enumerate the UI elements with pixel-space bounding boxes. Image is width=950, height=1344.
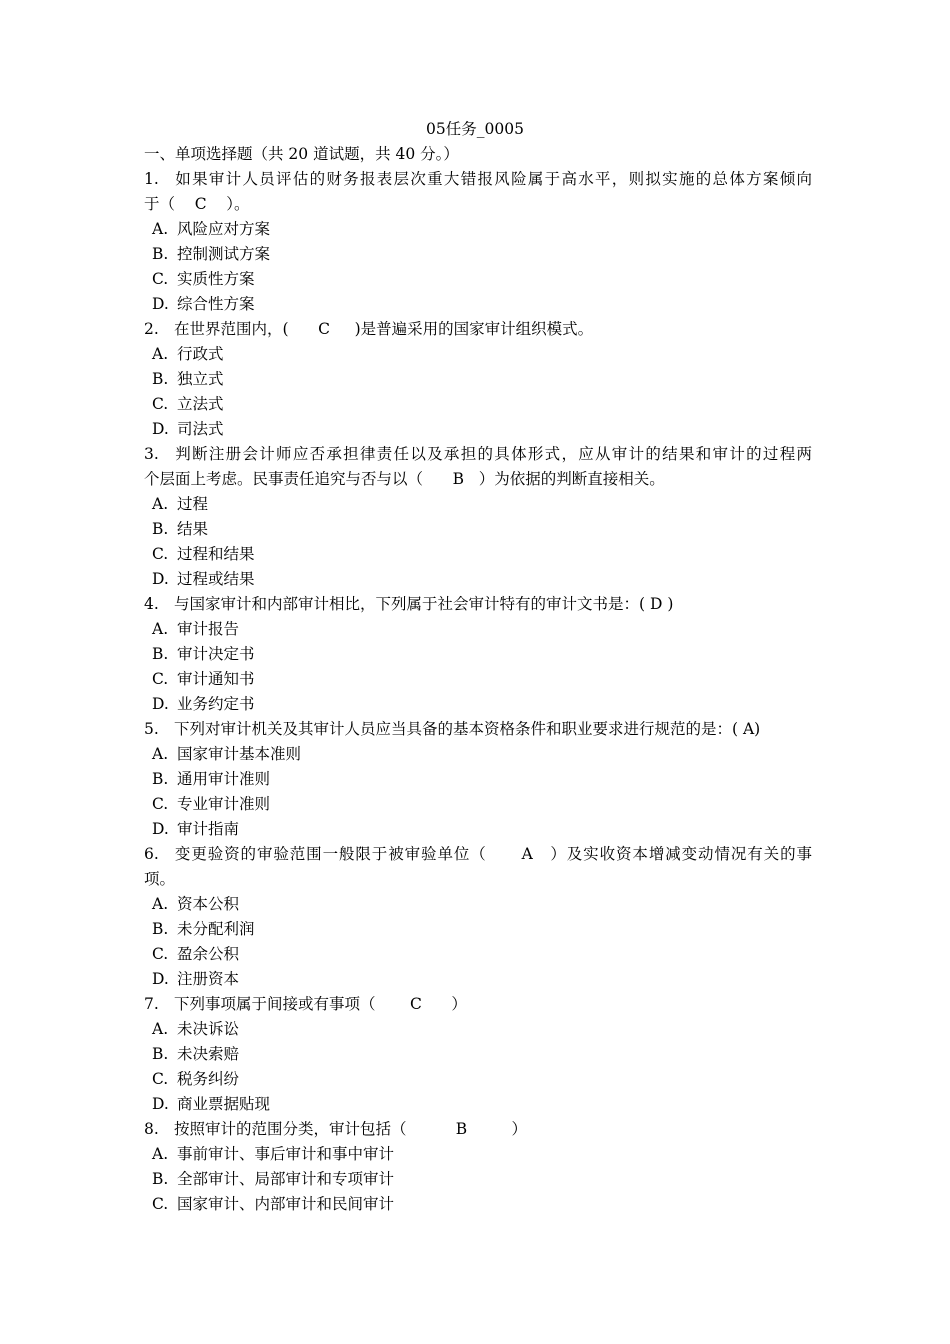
question-text: 于（ C ）。 xyxy=(144,195,250,213)
question-4 xyxy=(144,592,812,717)
option-text: 未决索赔 xyxy=(177,1045,240,1063)
question-text: 按照审计的范围分类，审计包括（ B ） xyxy=(174,1120,528,1138)
option-letter: B. xyxy=(152,770,169,788)
option-letter: A. xyxy=(152,1020,169,1038)
option-text: 独立式 xyxy=(177,370,224,388)
question-3 xyxy=(144,442,812,592)
option-text: 事前审计、事后审计和事中审计 xyxy=(177,1145,395,1163)
option-letter: A. xyxy=(152,745,169,763)
question-1 xyxy=(144,167,812,317)
option-item xyxy=(144,542,812,567)
option-item xyxy=(144,1167,812,1192)
question-stem xyxy=(144,717,812,742)
question-text: 判断注册会计师应否承担律责任以及承担的具体形式，应从审计的结果和审计的过程两 xyxy=(174,445,812,463)
question-number: 4. xyxy=(144,595,159,613)
option-letter: D. xyxy=(152,420,169,438)
question-number: 1. xyxy=(144,170,159,188)
option-letter: D. xyxy=(152,970,169,988)
option-item xyxy=(144,667,812,692)
question-stem xyxy=(144,442,812,467)
option-text: 未决诉讼 xyxy=(177,1020,240,1038)
section-heading: 一、单项选择题（共 20 道试题，共 40 分。） xyxy=(144,145,459,163)
option-item xyxy=(144,742,812,767)
option-text: 风险应对方案 xyxy=(177,220,271,238)
option-item xyxy=(144,217,812,242)
option-item xyxy=(144,517,812,542)
option-text: 行政式 xyxy=(177,345,224,363)
question-stem-continued xyxy=(144,867,812,892)
option-letter: A. xyxy=(152,620,169,638)
option-text: 注册资本 xyxy=(177,970,240,988)
question-5 xyxy=(144,717,812,842)
option-text: 国家审计基本准则 xyxy=(177,745,302,763)
option-letter: C. xyxy=(152,1195,169,1213)
option-item xyxy=(144,1017,812,1042)
option-item xyxy=(144,892,812,917)
question-number: 7. xyxy=(144,995,159,1013)
question-stem-continued xyxy=(144,467,812,492)
option-text: 审计决定书 xyxy=(177,645,255,663)
option-text: 审计报告 xyxy=(177,620,240,638)
option-text: 审计指南 xyxy=(177,820,240,838)
option-letter: A. xyxy=(152,895,169,913)
option-item xyxy=(144,1042,812,1067)
option-item xyxy=(144,1192,812,1217)
option-letter: B. xyxy=(152,645,169,663)
option-letter: C. xyxy=(152,945,169,963)
question-stem xyxy=(144,1117,812,1142)
option-item xyxy=(144,767,812,792)
question-stem xyxy=(144,592,812,617)
option-letter: C. xyxy=(152,395,169,413)
option-item xyxy=(144,367,812,392)
option-text: 控制测试方案 xyxy=(177,245,271,263)
option-text: 通用审计准则 xyxy=(177,770,271,788)
option-item xyxy=(144,642,812,667)
option-text: 过程 xyxy=(177,495,209,513)
option-letter: A. xyxy=(152,345,169,363)
question-number: 3. xyxy=(144,445,159,463)
option-letter: C. xyxy=(152,270,169,288)
question-stem xyxy=(144,167,812,192)
option-letter: C. xyxy=(152,545,169,563)
question-text: 项。 xyxy=(144,870,176,888)
question-number: 2. xyxy=(144,320,159,338)
option-text: 未分配利润 xyxy=(177,920,255,938)
option-text: 立法式 xyxy=(177,395,224,413)
option-letter: C. xyxy=(152,1070,169,1088)
option-item xyxy=(144,392,812,417)
option-letter: C. xyxy=(152,795,169,813)
question-text: 下列对审计机关及其审计人员应当具备的基本资格条件和职业要求进行规范的是：( A) xyxy=(174,720,761,738)
option-text: 全部审计、局部审计和专项审计 xyxy=(177,1170,395,1188)
option-item xyxy=(144,942,812,967)
option-letter: D. xyxy=(152,570,169,588)
option-item xyxy=(144,692,812,717)
option-text: 过程或结果 xyxy=(177,570,255,588)
question-text: 如果审计人员评估的财务报表层次重大错报风险属于高水平，则拟实施的总体方案倾向 xyxy=(174,170,812,188)
option-text: 资本公积 xyxy=(177,895,240,913)
question-number: 5. xyxy=(144,720,159,738)
option-text: 国家审计、内部审计和民间审计 xyxy=(177,1195,395,1213)
question-number: 6. xyxy=(144,845,159,863)
option-letter: C. xyxy=(152,670,169,688)
question-stem xyxy=(144,842,812,867)
option-item xyxy=(144,967,812,992)
question-text: 个层面上考虑。民事责任追究与否与以（ B ）为依据的判断直接相关。 xyxy=(144,470,665,488)
question-list xyxy=(144,167,812,1217)
option-letter: B. xyxy=(152,370,169,388)
option-letter: D. xyxy=(152,820,169,838)
option-item xyxy=(144,492,812,517)
option-letter: B. xyxy=(152,1045,169,1063)
option-item xyxy=(144,617,812,642)
option-letter: B. xyxy=(152,1170,169,1188)
option-text: 审计通知书 xyxy=(177,670,255,688)
option-item xyxy=(144,417,812,442)
question-text: 变更验资的审验范围一般限于被审验单位（ A ）及实收资本增减变动情况有关的事 xyxy=(174,845,812,863)
option-text: 业务约定书 xyxy=(177,695,255,713)
option-text: 结果 xyxy=(177,520,209,538)
question-number: 8. xyxy=(144,1120,159,1138)
question-text: 与国家审计和内部审计相比，下列属于社会审计特有的审计文书是：( D ) xyxy=(174,595,674,613)
option-letter: B. xyxy=(152,920,169,938)
option-text: 司法式 xyxy=(177,420,224,438)
option-letter: A. xyxy=(152,220,169,238)
option-item xyxy=(144,1067,812,1092)
option-item xyxy=(144,567,812,592)
option-item xyxy=(144,1092,812,1117)
option-item xyxy=(144,792,812,817)
option-item xyxy=(144,267,812,292)
question-6 xyxy=(144,842,812,992)
question-stem xyxy=(144,992,812,1017)
question-8 xyxy=(144,1117,812,1217)
option-item xyxy=(144,292,812,317)
question-7 xyxy=(144,992,812,1117)
question-2 xyxy=(144,317,812,442)
question-stem xyxy=(144,317,812,342)
option-text: 税务纠纷 xyxy=(177,1070,240,1088)
option-text: 综合性方案 xyxy=(177,295,255,313)
option-text: 实质性方案 xyxy=(177,270,255,288)
option-text: 过程和结果 xyxy=(177,545,255,563)
option-item xyxy=(144,917,812,942)
option-letter: D. xyxy=(152,1095,169,1113)
document-title: 05任务_0005 xyxy=(426,120,524,138)
option-item xyxy=(144,342,812,367)
option-letter: B. xyxy=(152,520,169,538)
option-letter: A. xyxy=(152,495,169,513)
option-letter: B. xyxy=(152,245,169,263)
question-stem-continued xyxy=(144,192,812,217)
option-item xyxy=(144,1142,812,1167)
option-letter: A. xyxy=(152,1145,169,1163)
option-letter: D. xyxy=(152,695,169,713)
question-text: 在世界范围内，( C )是普遍采用的国家审计组织模式。 xyxy=(174,320,594,338)
option-letter: D. xyxy=(152,295,169,313)
option-item xyxy=(144,242,812,267)
option-item xyxy=(144,817,812,842)
option-text: 商业票据贴现 xyxy=(177,1095,271,1113)
document-content xyxy=(144,142,812,1217)
option-text: 专业审计准则 xyxy=(177,795,271,813)
question-text: 下列事项属于间接或有事项（ C ） xyxy=(174,995,467,1013)
option-text: 盈余公积 xyxy=(177,945,240,963)
